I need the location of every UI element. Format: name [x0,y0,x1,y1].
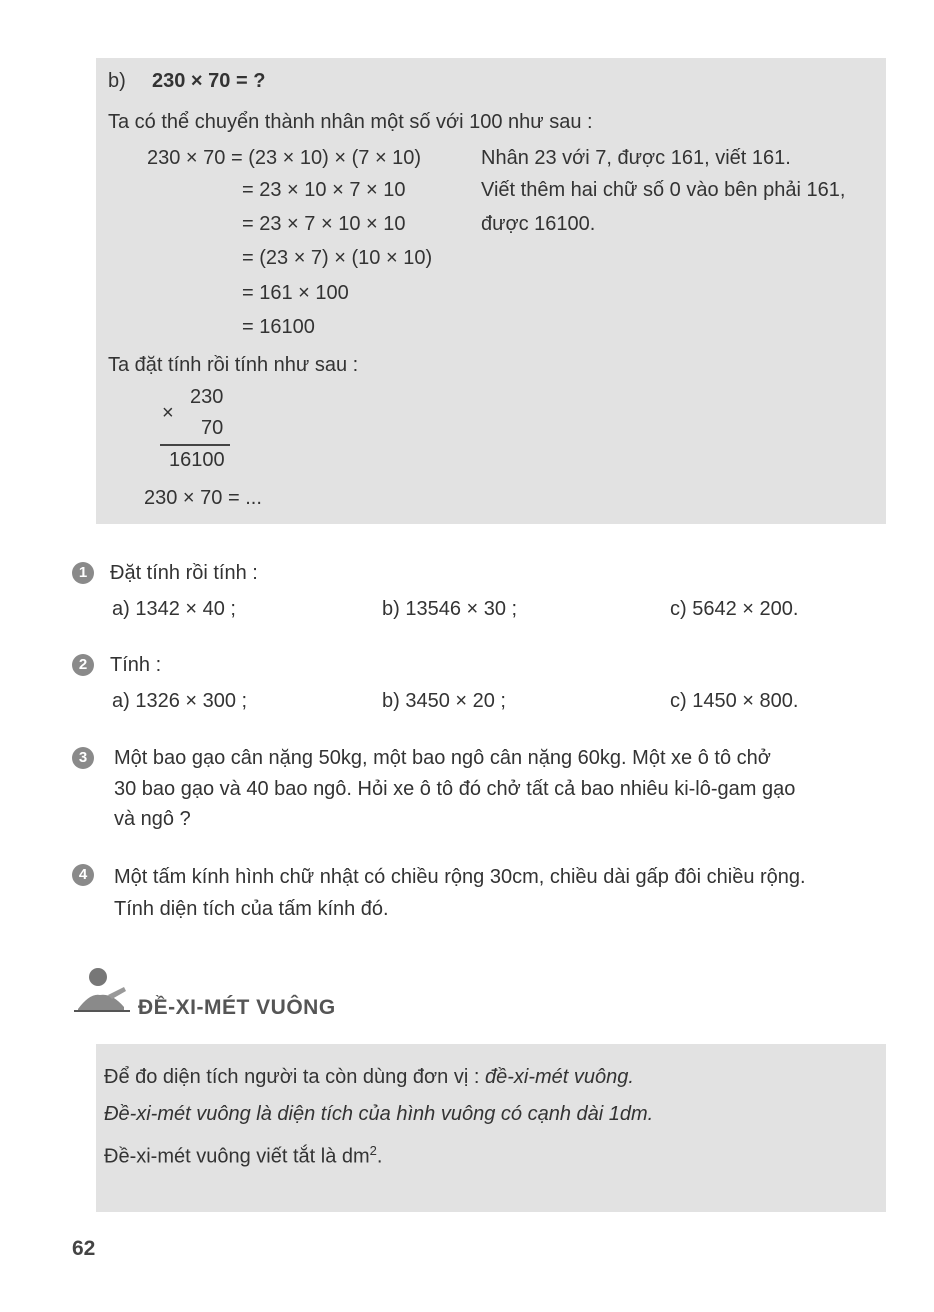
exercise-1-b: b) 13546 × 30 ; [382,598,518,620]
exercise-4-line-2: Tính diện tích của tấm kính đó. [114,898,389,920]
exercise-4-line-1: Một tấm kính hình chữ nhật có chiều rộng 30cm, chiều dài gấp đôi chiều rộng. [114,866,806,888]
column-rule [160,444,230,446]
final-expression: 230 × 70 = ... [144,487,262,509]
exercise-1-a: a) 1342 × 40 ; [112,598,236,620]
definition-line-3-end: . [376,1145,383,1168]
exercise-2-c: c) 1450 × 800. [670,690,799,712]
page-number: 62 [72,1237,96,1260]
exercise-3-line-1: Một bao gạo cân nặng 50kg, một bao ngô cân nặng 60kg. Một xe ô tô chở [114,747,771,769]
definition-line-3-text: Đề-xi-mét vuông viết tắt là dm [104,1145,370,1168]
note-3: được 16100. [481,213,596,235]
step-6: = 16100 [242,316,315,338]
exercise-1-number: 1 [72,562,94,584]
exercise-4-number: 4 [72,864,94,886]
column-lead: Ta đặt tính rồi tính như sau : [108,354,359,376]
exercise-1-c: c) 5642 × 200. [670,598,799,620]
column-top-number: 230 [190,386,224,408]
exercise-2-a: a) 1326 × 300 ; [112,690,248,712]
part-b-label: b) [108,70,126,92]
column-result: 16100 [169,449,225,471]
method-lead: Ta có thể chuyển thành nhân một số với 100 như sau : [108,111,593,133]
part-b-expression: 230 × 70 = ? [152,70,266,92]
definition-line-3 [104,1143,382,1169]
note-2: Viết thêm hai chữ số 0 vào bên phải 161, [481,179,846,201]
definition-line-1-text: Để đo diện tích người ta còn dùng đơn vị : [104,1066,485,1088]
definition-line-3-sup: 2 [369,1143,377,1158]
exercise-2-number: 2 [72,654,94,676]
exercise-2-b: b) 3450 × 20 ; [382,690,506,712]
reading-child-icon [72,965,132,1015]
step-3: = 23 × 7 × 10 × 10 [242,213,406,235]
exercise-3-line-3: và ngô ? [114,808,191,830]
note-1: Nhân 23 với 7, được 161, viết 161. [481,147,791,169]
step-5: = 161 × 100 [242,282,349,304]
step-4: = (23 × 7) × (10 × 10) [242,247,433,269]
step-1: 230 × 70 = (23 × 10) × (7 × 10) [147,147,422,169]
definition-line-1 [104,1066,634,1089]
column-multiply-sign: × [162,402,174,424]
definition-line-1-term: đề-xi-mét vuông. [484,1066,634,1088]
exercise-3-line-2: 30 bao gạo và 40 bao ngô. Hỏi xe ô tô đó chở tất cả bao nhiêu ki-lô-gam gạo [114,778,796,800]
exercise-2-title: Tính : [110,654,162,676]
column-bottom-number: 70 [201,417,224,439]
exercise-1-title: Đặt tính rồi tính : [110,562,258,584]
step-2: = 23 × 10 × 7 × 10 [242,179,406,201]
exercise-3-number: 3 [72,747,94,769]
section-title: ĐỀ-XI-MÉT VUÔNG [138,996,336,1019]
definition-line-2: Đề-xi-mét vuông là diện tích của hình vuông có cạnh dài 1dm. [104,1103,654,1125]
